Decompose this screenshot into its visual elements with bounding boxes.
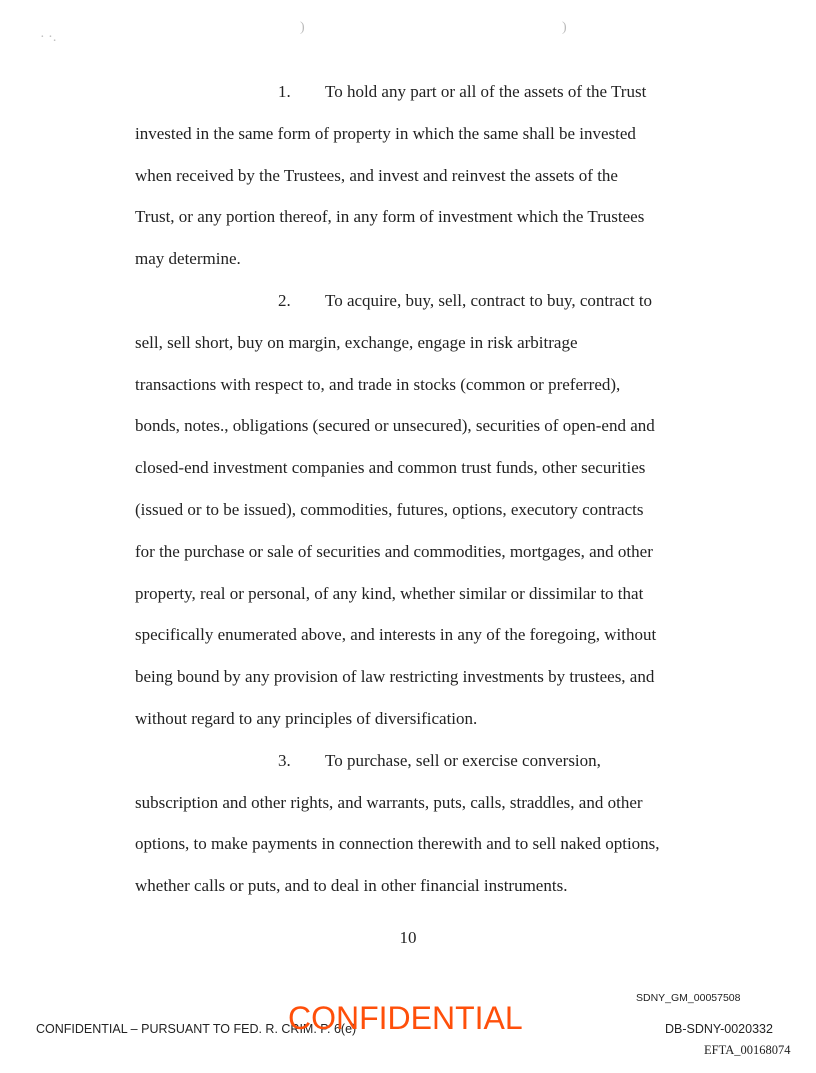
paragraph-line: options, to make payments in connection therewith and to sell naked options, — [135, 834, 660, 854]
paragraph-line: being bound by any provision of law restricting investments by trustees, and — [135, 667, 655, 687]
paragraph-text: To acquire, buy, sell, contract to buy, contract to — [325, 290, 653, 310]
efta-number: EFTA_00168074 — [704, 1043, 791, 1057]
bates-db-sdny: DB-SDNY-0020332 — [665, 1022, 773, 1036]
paragraph-line: specifically enumerated above, and interests in any of the foregoing, without — [135, 625, 657, 645]
paragraph-line: may determine. — [135, 249, 241, 269]
confidential-stamp: CONFIDENTIAL — [288, 1000, 523, 1036]
paragraph-line: transactions with respect to, and trade in stocks (common or preferred), — [135, 374, 621, 394]
paragraph-number: 3. — [278, 750, 291, 770]
paragraph-line: whether calls or puts, and to deal in other financial instruments. — [135, 876, 568, 896]
paragraph-text: To purchase, sell or exercise conversion, — [325, 750, 601, 770]
paragraph-line: closed-end investment companies and common trust funds, other securities — [135, 458, 646, 478]
paragraph-line: (issued or to be issued), commodities, futures, options, executory contracts — [135, 499, 644, 519]
paragraph-line: when received by the Trustees, and invest and reinvest the assets of the — [135, 165, 618, 185]
bates-sdny-gm: SDNY_GM_00057508 — [636, 992, 741, 1004]
paragraph-number: 1. — [278, 82, 291, 101]
scan-speck: ) — [300, 20, 305, 35]
paragraph-text: To hold any part or all of the assets of the Trust — [325, 82, 647, 101]
paragraph-line: subscription and other rights, and warrants, puts, calls, straddles, and other — [135, 792, 643, 812]
document-body — [0, 71, 816, 907]
scan-speck: ) — [562, 20, 567, 35]
scan-speck: · ·. — [40, 30, 57, 45]
paragraph-line: Trust, or any portion thereof, in any form of investment which the Trustees — [135, 207, 645, 227]
paragraph-line: bonds, notes., obligations (secured or unsecured), securities of open-end and — [135, 416, 655, 436]
page-number: 10 — [399, 928, 417, 947]
confidential-notice: CONFIDENTIAL – PURSUANT TO FED. R. CRIM. P. 6(e) — [36, 1022, 357, 1036]
paragraph-first-line — [0, 280, 816, 322]
paragraph-line: invested in the same form of property in which the same shall be invested — [135, 123, 636, 143]
paragraph-line: property, real or personal, of any kind, whether similar or dissimilar to that — [135, 583, 644, 603]
paragraph-line: sell, sell short, buy on margin, exchange, engage in risk arbitrage — [135, 332, 578, 352]
paragraph-first-line — [0, 740, 816, 782]
paragraph-line: for the purchase or sale of securities and commodities, mortgages, and other — [135, 541, 653, 561]
paragraph-number: 2. — [278, 290, 291, 310]
paragraph-first-line — [0, 71, 816, 113]
paragraph-line: without regard to any principles of diversification. — [135, 708, 478, 728]
